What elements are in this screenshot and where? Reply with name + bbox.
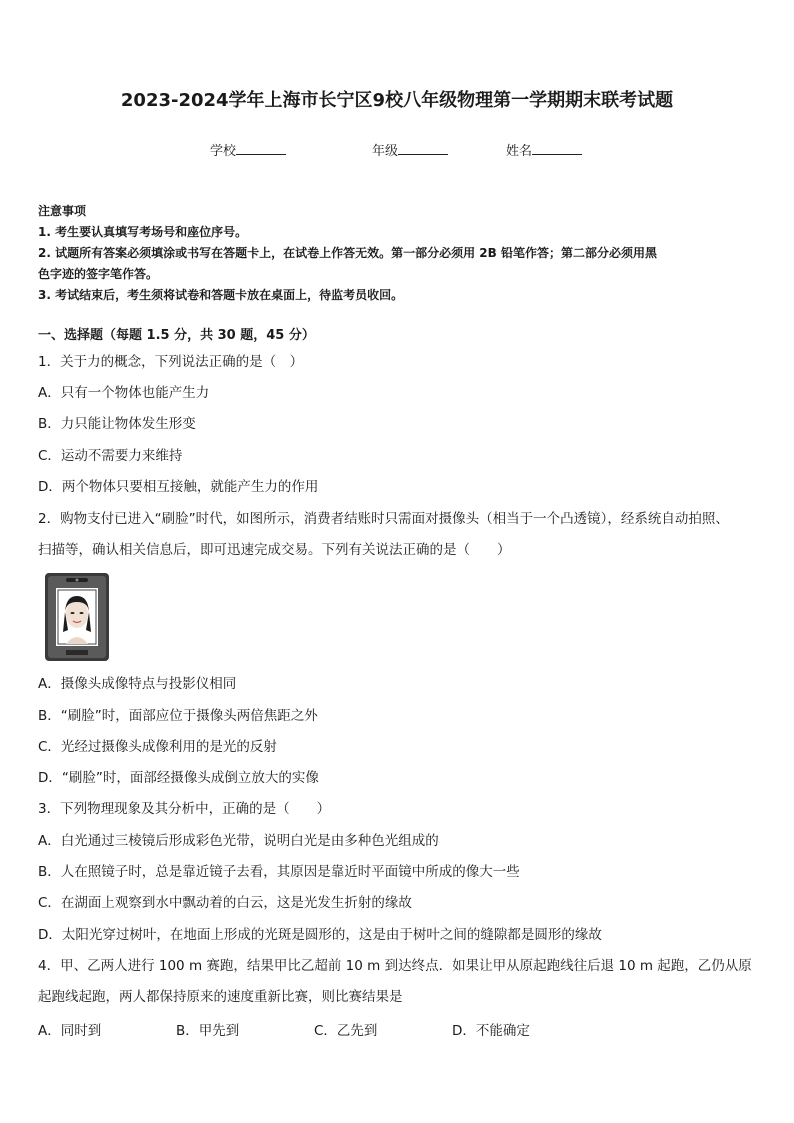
grade-blank[interactable] — [398, 142, 448, 155]
q2-option-d: D．“刷脸”时，面部经摄像头成倒立放大的实像 — [38, 770, 319, 786]
q4-option-d: D．不能确定 — [452, 1023, 530, 1039]
q2-option-a: A．摄像头成像特点与投影仪相同 — [38, 676, 237, 692]
question-4-stem-cont: 起跑线起跑，两人都保持原来的速度重新比赛，则比赛结果是 — [38, 989, 403, 1005]
notice-heading: 注意事项 — [38, 204, 87, 218]
q3-option-c: C．在湖面上观察到水中飘动着的白云，这是光发生折射的缘故 — [38, 895, 412, 911]
school-blank[interactable] — [236, 142, 286, 155]
q3-option-b: B．人在照镜子时，总是靠近镜子去看，其原因是靠近时平面镜中所成的像大一些 — [38, 864, 520, 880]
face-scan-kiosk-image — [44, 572, 110, 662]
q2-option-b: B．“刷脸”时，面部应位于摄像头两倍焦距之外 — [38, 708, 318, 724]
notice-item: 1. 考生要认真填写考场号和座位序号。 — [38, 225, 248, 239]
school-field — [210, 140, 286, 159]
name-field — [506, 140, 582, 159]
q1-option-a: A．只有一个物体也能产生力 — [38, 385, 210, 401]
q1-option-b: B．力只能让物体发生形变 — [38, 416, 196, 432]
notice-item: 色字迹的签字笔作答。 — [38, 267, 159, 281]
q3-option-a: A．白光通过三棱镜后形成彩色光带，说明白光是由多种色光组成的 — [38, 833, 439, 849]
name-label: 姓名 — [506, 144, 533, 159]
grade-label: 年级 — [372, 144, 399, 159]
question-2-stem: 2．购物支付已进入“刷脸”时代，如图所示，消费者结账时只需面对摄像头（相当于一个凸透镜），经系统自动拍照、 — [38, 511, 729, 527]
notice-item: 3. 考试结束后，考生须将试卷和答题卡放在桌面上，待监考员收回。 — [38, 288, 404, 302]
grade-field — [372, 140, 448, 159]
q4-option-c: C．乙先到 — [314, 1023, 378, 1039]
q1-option-d: D．两个物体只要相互接触，就能产生力的作用 — [38, 479, 319, 495]
q1-option-c: C．运动不需要力来维持 — [38, 448, 183, 464]
question-3-stem: 3．下列物理现象及其分析中，正确的是（ ） — [38, 801, 331, 817]
question-2-stem-cont: 扫描等，确认相关信息后，即可迅速完成交易。下列有关说法正确的是（ ） — [38, 542, 511, 558]
question-4-stem: 4．甲、乙两人进行 100 m 赛跑，结果甲比乙超前 10 m 到达终点．如果让甲从原起跑线往后退 10 m 起跑，乙仍从原 — [38, 958, 752, 974]
notice-item: 2. 试题所有答案必须填涂或书写在答题卡上，在试卷上作答无效。第一部分必须用 2B 铅笔作答；第二部分必须用黑 — [38, 246, 657, 260]
q4-option-a: A．同时到 — [38, 1023, 102, 1039]
q4-option-b: B．甲先到 — [176, 1023, 240, 1039]
q2-option-c: C．光经过摄像头成像利用的是光的反射 — [38, 739, 277, 755]
school-label: 学校 — [210, 144, 237, 159]
page-title: 2023-2024学年上海市长宁区9校八年级物理第一学期期末联考试题 — [120, 90, 674, 111]
q3-option-d: D．太阳光穿过树叶，在地面上形成的光斑是圆形的，这是由于树叶之间的缝隙都是圆形的缘故 — [38, 927, 602, 943]
name-blank[interactable] — [532, 142, 582, 155]
section-heading: 一、选择题（每题 1.5 分，共 30 题，45 分） — [38, 328, 315, 343]
question-1-stem: 1．关于力的概念，下列说法正确的是（ ） — [38, 354, 304, 370]
